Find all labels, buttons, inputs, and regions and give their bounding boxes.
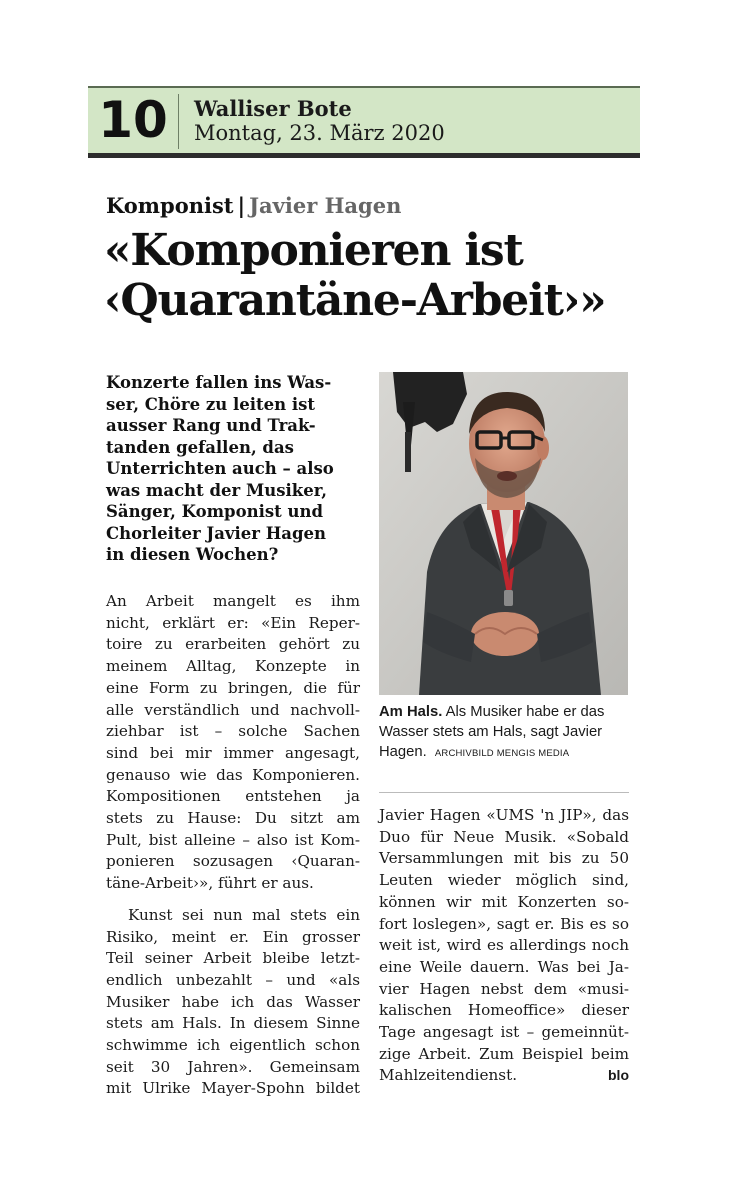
paragraph-gap	[106, 895, 360, 905]
body-line: Versammlungen mit bis zu 50	[379, 849, 629, 868]
lead-line: Sänger, Komponist und	[106, 502, 324, 521]
body-line: Risiko, meint er. Ein grosser	[106, 927, 360, 946]
body-line: ziehbar ist – solche Sachen	[106, 722, 360, 741]
paper-name: Walliser Bote	[194, 96, 352, 121]
lead-line: tanden gefallen, das	[106, 437, 294, 457]
lead-line: ausser Rang und Trak-	[106, 416, 316, 435]
masthead	[88, 86, 640, 158]
body-line: zige Arbeit. Zum Beispiel beim	[379, 1044, 629, 1063]
masthead-divider	[178, 94, 179, 149]
kicker-name: Javier Hagen	[249, 193, 402, 218]
caption-text: Als Musiker habe er das Wasser stets am Hals, sagt Javier Hagen.	[379, 704, 605, 760]
lead-line: Konzerte fallen ins Was-	[106, 373, 332, 392]
body-column-2	[379, 805, 629, 1087]
body-line: können wir mit Konzerten so-	[379, 892, 629, 911]
body-line: toire zu erarbeiten gehört zu	[106, 635, 360, 654]
body-line: Kompositionen entstehen ja	[106, 787, 360, 806]
issue-date: Montag, 23. März 2020	[194, 121, 445, 145]
body-line: Mahlzeitendienst.	[379, 1066, 518, 1085]
headline-line-1: «Komponieren ist	[104, 225, 523, 276]
lead-line: Unterrichten auch – also	[106, 459, 334, 478]
body-line: weit ist, wird es allerdings noch	[379, 936, 629, 955]
body-line: Musiker habe ich das Wasser	[106, 992, 360, 1011]
body-line: täne-Arbeit›», führt er aus.	[106, 874, 314, 893]
body-line: seit 30 Jahren». Gemeinsam	[106, 1057, 360, 1076]
portrait-photo	[379, 372, 628, 695]
kicker	[106, 193, 401, 218]
body-line: nicht, erklärt er: «Ein Reper-	[106, 613, 360, 632]
body-line: eine Weile dauern. Was bei Ja-	[379, 957, 629, 976]
body-line: Leuten wieder möglich sind,	[379, 871, 629, 890]
body-line: alle verständlich und nachvoll-	[106, 700, 360, 719]
body-line: Kunst sei nun mal stets ein	[128, 905, 360, 924]
body-line: Duo für Neue Musik. «Sobald	[379, 827, 629, 846]
photo-credit: ARCHIVBILD MENGIS MEDIA	[434, 748, 570, 759]
author-signature: blo	[608, 1067, 629, 1084]
body-line: stets zu Hause: Du sitzt am	[106, 809, 360, 828]
body-line: schwimme ich eigentlich schon	[106, 1036, 360, 1055]
lead-line: ser, Chöre zu leiten ist	[106, 394, 316, 414]
body-line: An Arbeit mangelt es ihm	[106, 592, 360, 610]
headline-line-2: ‹Quarantäne-Arbeit›»	[104, 275, 606, 326]
body-line: Tage angesagt ist – gemeinnüt-	[379, 1023, 629, 1042]
body-line: eine Form zu bringen, die für	[106, 678, 360, 697]
lead-line: in diesen Wochen?	[106, 545, 279, 564]
body-column-1	[106, 591, 360, 1100]
body-line: Teil seiner Arbeit bleibe letzt-	[106, 949, 360, 968]
body-line: endlich unbezahlt – und «als	[106, 970, 360, 989]
body-line: ponieren sozusagen ‹Quaran-	[106, 852, 360, 871]
page-number: 10	[98, 91, 168, 149]
lead-line: Chorleiter Javier Hagen	[106, 523, 327, 543]
body-line: kalischen Homeoffice» dieser	[379, 1001, 629, 1020]
kicker-topic: Komponist	[106, 193, 234, 218]
body-line: meinem Alltag, Konzepte in	[106, 657, 360, 676]
lead-paragraph	[106, 372, 362, 566]
lead-line: was macht der Musiker,	[106, 480, 327, 500]
headline	[104, 226, 664, 326]
body-line: Javier Hagen «UMS 'n JIP», das	[379, 806, 629, 824]
photo-caption	[379, 702, 631, 764]
body-line: stets am Hals. In diesem Sinne	[106, 1014, 360, 1033]
caption-lead: Am Hals.	[379, 704, 443, 720]
body-line: fort loslegen», sagt er. Bis es so	[379, 914, 629, 933]
body-line: sind bei mir immer angesagt,	[106, 743, 360, 762]
body-line-final	[379, 1065, 629, 1087]
column-divider	[379, 792, 629, 793]
body-line: vier Hagen nebst dem «musi-	[379, 979, 629, 998]
portrait-illustration	[379, 372, 628, 695]
body-line: Pult, bist alleine – also ist Kom-	[106, 830, 360, 849]
body-line: genauso wie das Komponieren.	[106, 765, 360, 784]
body-line: mit Ulrike Mayer-Spohn bildet	[106, 1079, 360, 1098]
kicker-separator: |	[237, 193, 246, 218]
